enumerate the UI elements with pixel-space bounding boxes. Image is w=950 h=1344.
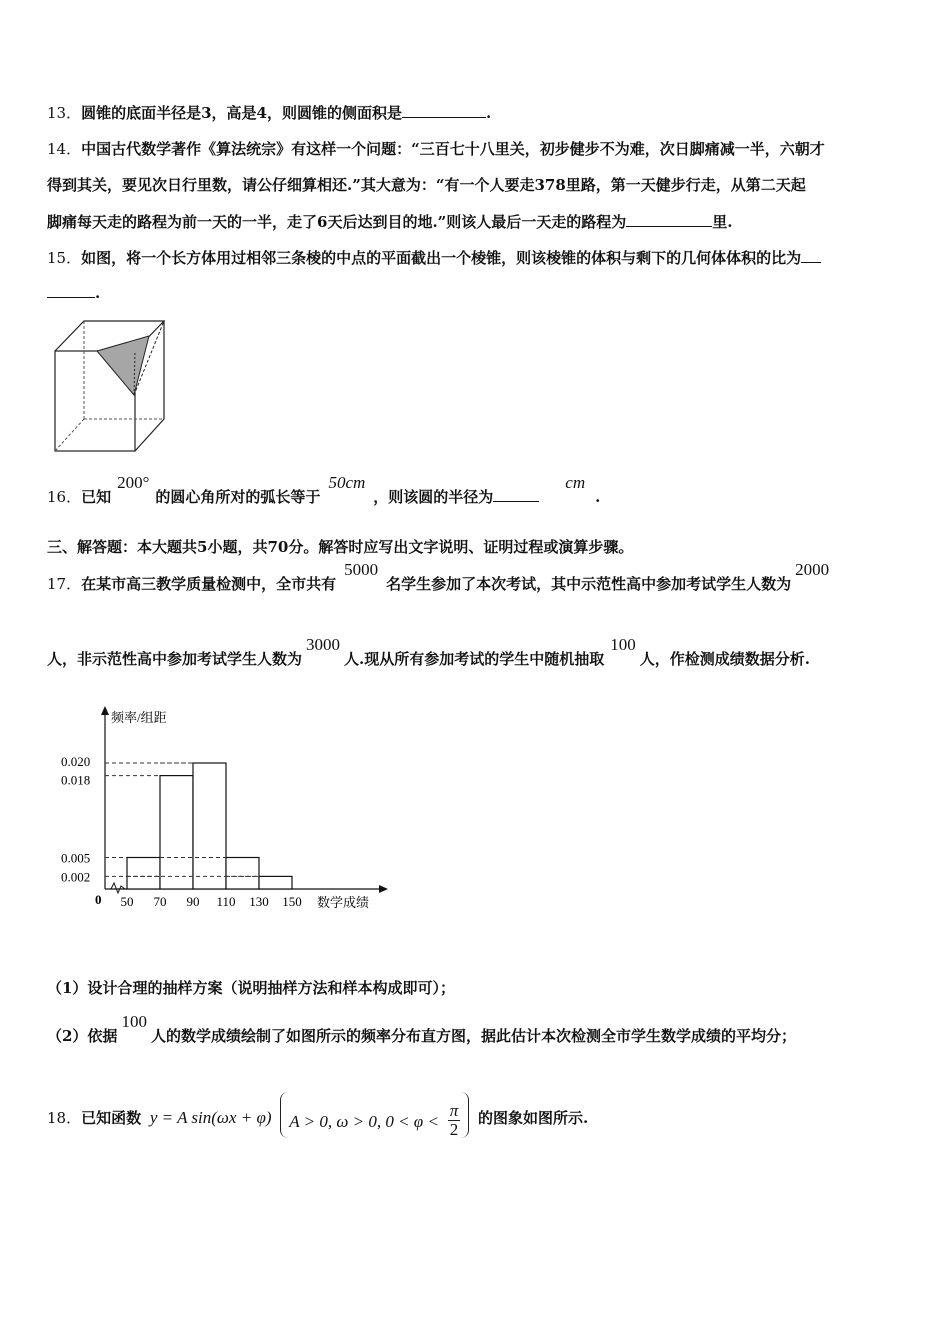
x-tick-label: 110	[216, 894, 236, 909]
total-students: 5000	[344, 560, 379, 579]
y-tick-label: 0.018	[61, 772, 91, 788]
histogram-bar	[259, 876, 292, 889]
function-formula: y = A sin(ωx + φ)	[149, 1108, 272, 1127]
histogram-bar	[160, 776, 193, 889]
y-tick-label: 0.005	[61, 850, 91, 866]
condition-paren	[280, 1092, 469, 1138]
histogram-bar	[127, 858, 160, 890]
question-16: 16．已知200°的圆心角所对的弧长等于50cm，则该圆的半径为cm.	[47, 473, 601, 506]
question-number: 16．	[47, 488, 82, 506]
x-tick-label: 50	[120, 894, 134, 909]
answer-blank[interactable]	[801, 248, 821, 263]
y-axis-label: 频率/组距	[111, 710, 167, 725]
question-number: 17．	[47, 575, 82, 593]
histogram-bar	[226, 858, 259, 890]
cut-triangle	[97, 336, 149, 395]
question-14-line2: 得到其关，要见次日行里数，请公仔细算相还.”其大意为：“有一个人要走378里路，第一天健步行走，从第二天起	[47, 176, 806, 194]
answer-blank[interactable]	[493, 487, 539, 502]
angle-value: 200°	[117, 473, 150, 492]
question-number: 14．	[47, 140, 82, 158]
x-tick-label: 150	[282, 894, 302, 909]
cuboid-figure	[50, 315, 170, 455]
question-text: 圆锥的底面半径是3，高是4，则圆锥的侧面积是	[81, 104, 402, 122]
question-17-line1: 17．在某市高三教学质量检测中，全市共有5000名学生参加了本次考试，其中示范性高中参加考试学生人数为2000	[47, 560, 830, 593]
sample-size-2: 100	[121, 1012, 147, 1031]
origin-label: 0	[95, 892, 102, 907]
condition-text: A > 0, ω > 0, 0 < φ <	[289, 1111, 439, 1131]
question-13: 13．圆锥的底面半径是3，高是4，则圆锥的侧面积是 .	[47, 104, 492, 122]
answer-blank[interactable]	[626, 212, 712, 227]
fraction-numerator: π	[449, 1101, 459, 1120]
answer-blank[interactable]	[47, 283, 95, 298]
question-17-sub1: （1）设计合理的抽样方案（说明抽样方法和样本构成即可）；	[47, 979, 455, 997]
question-17-sub2: （2）依据100人的数学成绩绘制了如图所示的频率分布直方图，据此估计本次检测全市学生数学成绩的平均分；	[47, 1012, 796, 1045]
fraction-denominator: 2	[449, 1120, 459, 1139]
question-14-line3: 脚痛每天走的路程为前一天的一半，走了6天后达到目的地.”则该人最后一天走的路程为 里.	[47, 213, 733, 231]
y-tick-label: 0.020	[61, 754, 91, 769]
x-tick-label: 90	[186, 894, 200, 909]
y-tick-label: 0.002	[61, 869, 91, 885]
sample-size: 100	[610, 635, 636, 654]
axis-break	[111, 883, 125, 893]
y-axis-arrow	[101, 706, 109, 715]
x-axis-arrow	[379, 885, 388, 893]
question-15-cont: .	[47, 283, 100, 302]
fraction	[448, 1102, 461, 1139]
x-tick-label: 130	[249, 894, 269, 909]
answer-blank[interactable]	[402, 103, 486, 118]
question-number: 15．	[47, 249, 82, 267]
frequency-histogram	[55, 700, 400, 918]
nondemo-students: 3000	[306, 635, 341, 654]
question-18: 18．已知函数 y = A sin(ωx + φ) A > 0, ω > 0, 0 < φ < $\frac{\pi}{2}$ 的图象如图所示.	[47, 1096, 588, 1142]
unit: cm	[565, 473, 586, 492]
question-15: 15．如图，将一个长方体用过相邻三条棱的中点的平面截出一个棱锥，则该棱锥的体积与剩下的几何体体积的比为	[47, 247, 821, 268]
question-17-line2: 人，非示范性高中参加考试学生人数为3000人.现从所有参加考试的学生中随机抽取100人，作检测成绩数据分析.	[47, 635, 810, 668]
question-14-line1: 14．中国古代数学著作《算法统宗》有这样一个问题：“三百七十八里关，初步健步不为难，次日脚痛减一半，六朝才	[47, 140, 825, 158]
x-tick-label: 70	[153, 894, 167, 909]
x-axis-label: 数学成绩	[317, 895, 370, 910]
histogram-bar	[193, 763, 226, 889]
section-heading: 三、解答题：本大题共5小题，共70分。解答时应写出文字说明、证明过程或演算步骤。	[47, 538, 634, 556]
question-number: 18．	[47, 1109, 82, 1127]
question-number: 13．	[47, 104, 82, 122]
demo-students: 2000	[795, 560, 830, 579]
arc-length: 50cm	[328, 473, 366, 492]
